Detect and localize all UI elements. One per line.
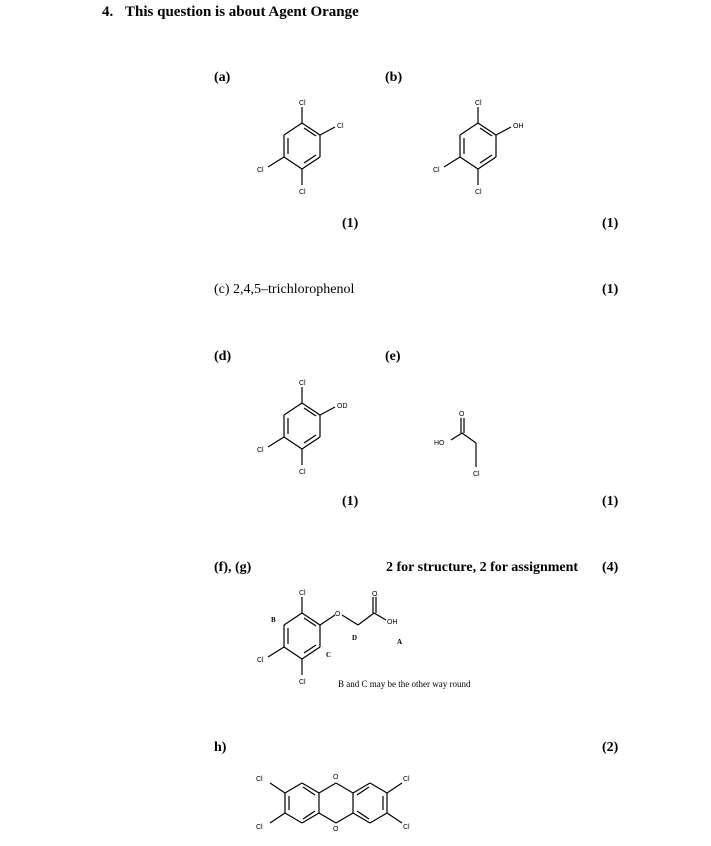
- part-h-label: h): [214, 740, 227, 755]
- svg-text:OD: OD: [337, 403, 348, 410]
- part-c-mark: (1): [602, 282, 619, 297]
- svg-text:O: O: [372, 591, 378, 598]
- part-b-mark: (1): [602, 216, 619, 231]
- svg-text:Cl: Cl: [299, 100, 306, 107]
- part-d-mark: (1): [342, 494, 359, 509]
- part-fg-criteria: 2 for structure, 2 for assignment: [386, 560, 579, 575]
- part-e-label: (e): [385, 349, 401, 364]
- svg-text:OH: OH: [387, 619, 398, 626]
- svg-text:Cl: Cl: [475, 189, 482, 196]
- part-a-label: (a): [214, 70, 231, 85]
- molecule-a-structure: [240, 95, 360, 205]
- molecule-d-structure: [240, 375, 360, 485]
- question-number: 4.: [102, 4, 114, 20]
- svg-text:Cl: Cl: [475, 100, 482, 107]
- molecule-e-structure: [420, 405, 510, 485]
- svg-text:Cl: Cl: [257, 657, 264, 664]
- site-label-b: B: [271, 616, 276, 624]
- svg-text:O: O: [333, 826, 339, 833]
- svg-text:Cl: Cl: [299, 380, 306, 387]
- site-label-a: A: [397, 638, 403, 646]
- site-label-d: D: [352, 634, 358, 642]
- part-fg-mark: (4): [602, 560, 619, 575]
- svg-text:HO: HO: [434, 440, 445, 447]
- svg-text:OH: OH: [513, 123, 524, 130]
- svg-text:O: O: [459, 411, 465, 418]
- part-b-label: (b): [385, 70, 403, 85]
- svg-text:Cl: Cl: [299, 189, 306, 196]
- part-h-mark: (2): [602, 740, 619, 755]
- part-fg-label: (f), (g): [214, 560, 252, 575]
- svg-text:Cl: Cl: [337, 123, 344, 130]
- svg-text:Cl: Cl: [257, 447, 264, 454]
- part-e-mark: (1): [602, 494, 619, 509]
- svg-text:Cl: Cl: [299, 679, 306, 686]
- svg-text:Cl: Cl: [403, 776, 410, 783]
- svg-text:Cl: Cl: [433, 167, 440, 174]
- svg-text:Cl: Cl: [299, 590, 306, 597]
- svg-text:Cl: Cl: [256, 776, 263, 783]
- svg-text:O: O: [335, 611, 341, 618]
- svg-text:Cl: Cl: [257, 167, 264, 174]
- svg-text:O: O: [333, 774, 339, 781]
- svg-text:Cl: Cl: [403, 824, 410, 831]
- part-d-label: (d): [214, 349, 232, 364]
- svg-text:Cl: Cl: [473, 471, 480, 478]
- svg-text:Cl: Cl: [299, 469, 306, 476]
- svg-text:Cl: Cl: [256, 824, 263, 831]
- part-c-answer: (c) 2,4,5–trichlorophenol: [214, 282, 355, 297]
- part-a-mark: (1): [342, 216, 359, 231]
- site-label-c: C: [326, 651, 332, 659]
- part-fg-note: B and C may be the other way round: [338, 679, 471, 689]
- molecule-b-structure: [416, 95, 536, 205]
- question-title: This question is about Agent Orange: [125, 4, 359, 20]
- molecule-h-structure: [250, 765, 440, 840]
